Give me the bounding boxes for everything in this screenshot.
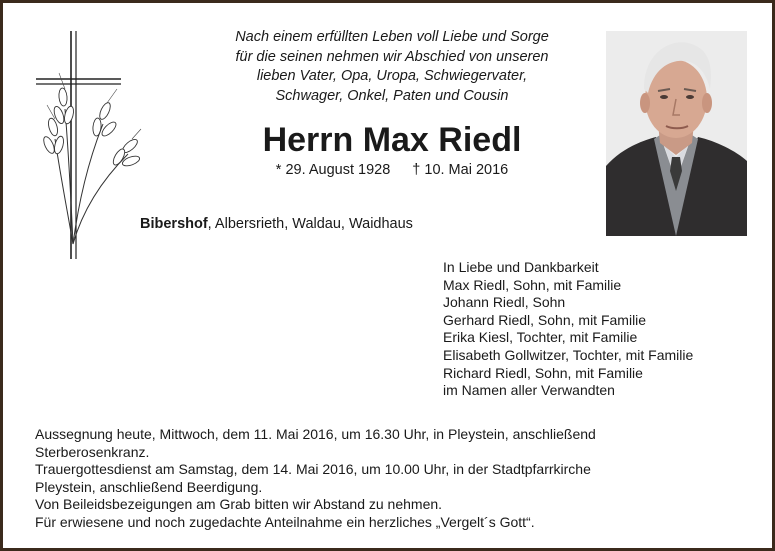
mourner-line: Johann Riedl, Sohn — [443, 294, 566, 311]
portrait-photo — [606, 31, 747, 236]
service-notice — [35, 426, 755, 532]
notice-line: Sterberosenkranz. — [35, 443, 150, 460]
intro-line: Schwager, Onkel, Paten und Cousin — [275, 87, 509, 104]
mourner-line: Max Riedl, Sohn, mit Familie — [443, 276, 622, 293]
notice-line: Trauergottesdienst am Samstag, dem 14. Mai 2016, um 10.00 Uhr, in der Stadtpfarrkirche — [35, 461, 591, 478]
intro-line: Nach einem erfüllten Leben voll Liebe und Sorge — [235, 29, 549, 45]
places-line — [140, 215, 413, 233]
notice-line: Für erwiesene und noch zugedachte Anteilnahme ein herzliches „Vergelt´s Gott“. — [35, 513, 535, 530]
notice-line: Aussegnung heute, Mittwoch, dem 11. Mai 2016, um 16.30 Uhr, in Pleystein, anschließend — [35, 426, 596, 442]
mourner-line: Erika Kiesl, Tochter, mit Familie — [443, 329, 638, 346]
intro-text — [203, 28, 581, 106]
deceased-name: Herrn Max Riedl — [262, 121, 522, 159]
mourner-line: In Liebe und Dankbarkeit — [443, 259, 599, 275]
notice-line: Pleystein, anschließend Beerdigung. — [35, 478, 263, 495]
mourner-line: Richard Riedl, Sohn, mit Familie — [443, 364, 643, 381]
life-dates — [203, 161, 581, 179]
other-places: , Albersrieth, Waldau, Waidhaus — [207, 216, 413, 232]
intro-line: lieben Vater, Opa, Uropa, Schwiegervater, — [256, 68, 528, 84]
notice-line: Von Beileidsbezeigungen am Grab bitten wir Abstand zu nehmen. — [35, 496, 443, 513]
mourner-line: Gerhard Riedl, Sohn, mit Familie — [443, 311, 647, 328]
mourner-line: Elisabeth Gollwitzer, Tochter, mit Familie — [443, 346, 694, 363]
mourners-list — [443, 259, 693, 400]
death-date: † 10. Mai 2016 — [412, 162, 509, 178]
cross-with-wheat-icon — [33, 29, 143, 261]
birth-date: * 29. August 1928 — [275, 162, 391, 178]
intro-line: für die seinen nehmen wir Abschied von unseren — [235, 48, 549, 65]
mourner-line: im Namen aller Verwandten — [443, 382, 615, 399]
home-place: Bibershof — [140, 216, 208, 232]
